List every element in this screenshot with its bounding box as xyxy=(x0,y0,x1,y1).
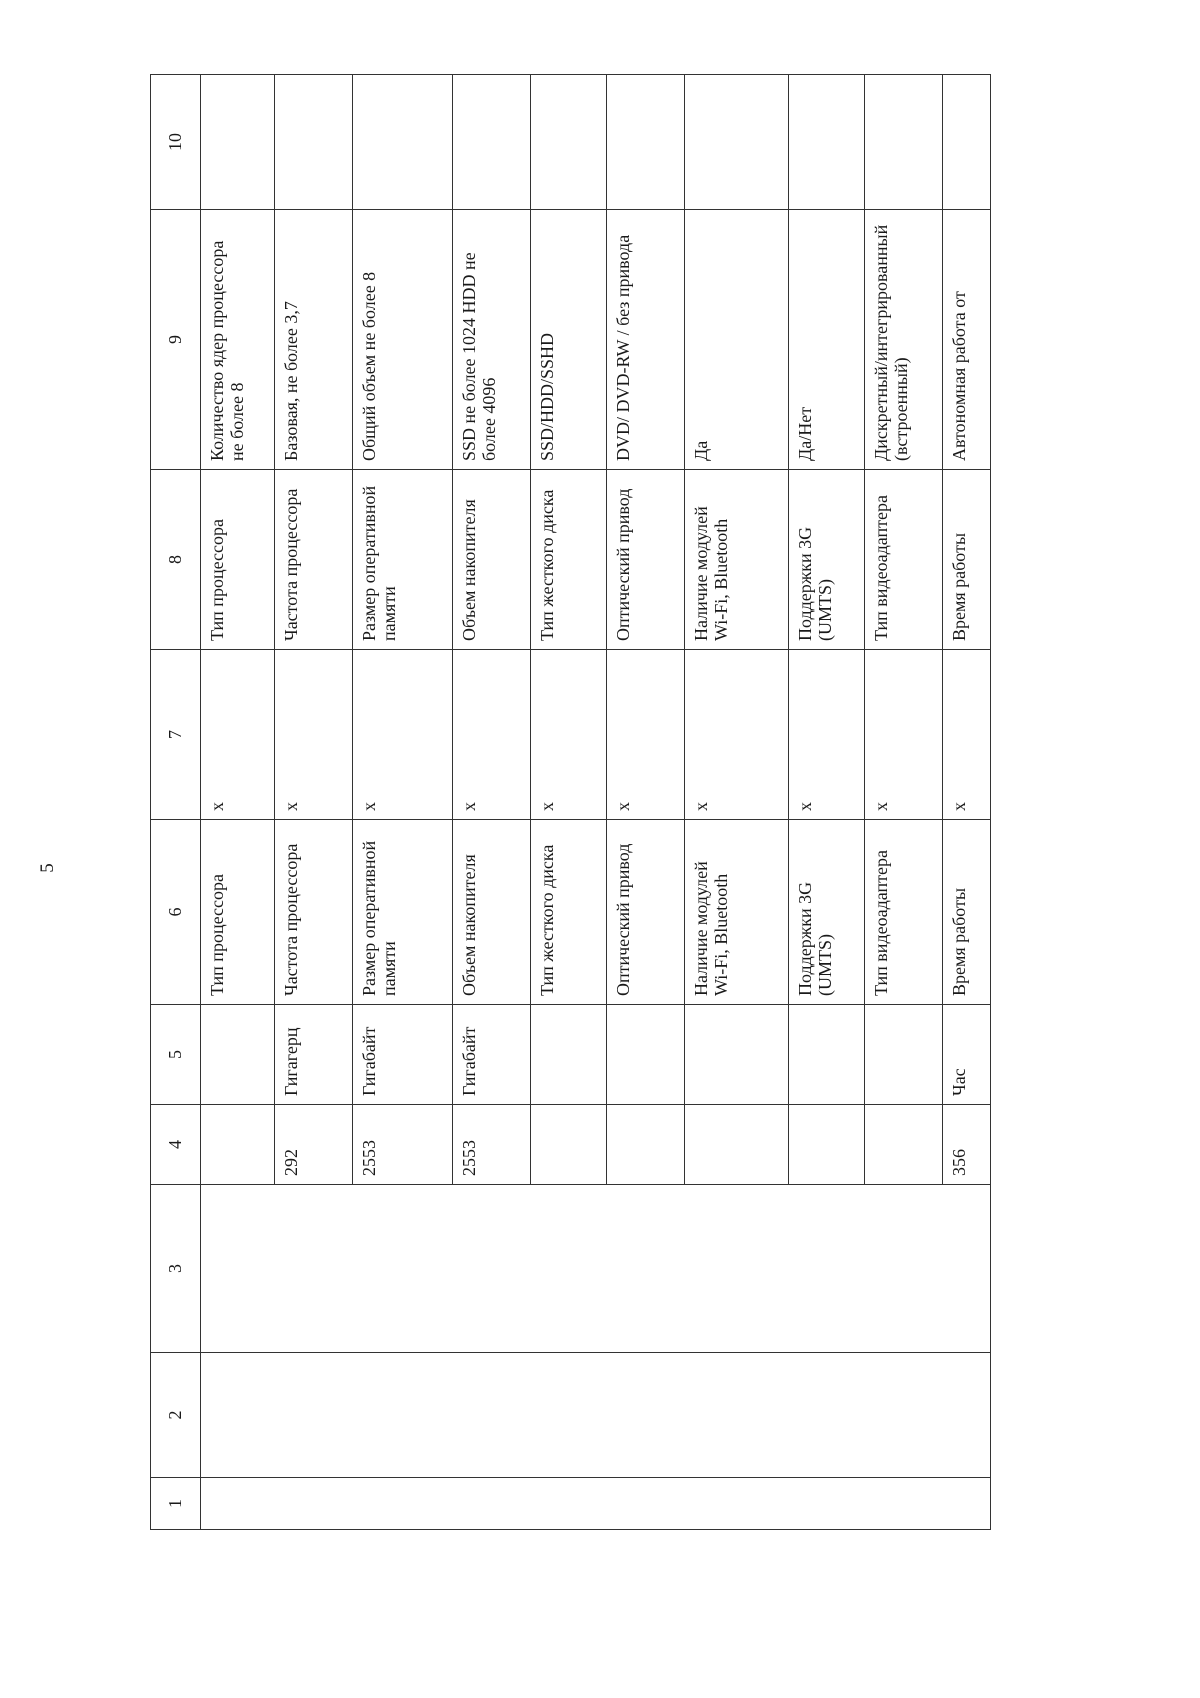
cell-mark: x xyxy=(685,650,789,820)
specification-table xyxy=(150,74,991,1530)
cell-col2-merged xyxy=(201,1353,991,1478)
cell-mark: x xyxy=(275,650,353,820)
cell-value: Базовая, не более 3,7 xyxy=(275,210,353,470)
cell-code xyxy=(201,1105,275,1185)
column-number: 7 xyxy=(151,650,201,820)
cell-characteristic-2: Тип процессора xyxy=(201,470,275,650)
cell-characteristic: Тип процессора xyxy=(201,820,275,1005)
column-number: 10 xyxy=(151,75,201,210)
cell-col1-merged xyxy=(201,1478,991,1530)
cell-characteristic: Оптический привод xyxy=(607,820,685,1005)
cell-note xyxy=(531,75,607,210)
cell-characteristic-2: Время работы xyxy=(943,470,991,650)
cell-code xyxy=(607,1105,685,1185)
cell-note xyxy=(943,75,991,210)
cell-note xyxy=(453,75,531,210)
cell-value: Количество ядер процессора не более 8 xyxy=(201,210,275,470)
cell-characteristic-2: Поддержки 3G (UMTS) xyxy=(789,470,865,650)
cell-mark: x xyxy=(353,650,453,820)
column-number: 4 xyxy=(151,1105,201,1185)
cell-value: Да/Нет xyxy=(789,210,865,470)
cell-characteristic: Размер оперативной памяти xyxy=(353,820,453,1005)
column-number: 1 xyxy=(151,1478,201,1530)
cell-unit xyxy=(531,1005,607,1105)
cell-value: SSD не более 1024 HDD не более 4096 xyxy=(453,210,531,470)
column-number: 9 xyxy=(151,210,201,470)
cell-note xyxy=(353,75,453,210)
cell-characteristic: Наличие модулей Wi-Fi, Bluetooth xyxy=(685,820,789,1005)
cell-characteristic: Время работы xyxy=(943,820,991,1005)
cell-code: 356 xyxy=(943,1105,991,1185)
cell-unit xyxy=(201,1005,275,1105)
cell-note xyxy=(865,75,943,210)
cell-unit: Гигабайт xyxy=(453,1005,531,1105)
cell-unit xyxy=(865,1005,943,1105)
cell-note xyxy=(201,75,275,210)
cell-code: 2553 xyxy=(453,1105,531,1185)
column-number-row xyxy=(151,75,201,1530)
cell-col3-merged xyxy=(201,1185,991,1353)
cell-characteristic: Поддержки 3G (UMTS) xyxy=(789,820,865,1005)
cell-characteristic: Объем накопителя xyxy=(453,820,531,1005)
cell-value: Дискретный/интегрированный (встроенный) xyxy=(865,210,943,470)
column-number: 2 xyxy=(151,1353,201,1478)
cell-characteristic-2: Тип видеоадаптера xyxy=(865,470,943,650)
cell-mark: x xyxy=(453,650,531,820)
cell-characteristic: Тип видеоадаптера xyxy=(865,820,943,1005)
cell-mark: x xyxy=(201,650,275,820)
cell-characteristic-2: Тип жесткого диска xyxy=(531,470,607,650)
cell-note xyxy=(685,75,789,210)
cell-characteristic: Тип жесткого диска xyxy=(531,820,607,1005)
cell-note xyxy=(789,75,865,210)
cell-unit xyxy=(685,1005,789,1105)
cell-characteristic-2: Размер оперативной памяти xyxy=(353,470,453,650)
cell-note xyxy=(275,75,353,210)
table-row xyxy=(201,75,275,1530)
cell-unit: Час xyxy=(943,1005,991,1105)
cell-code xyxy=(789,1105,865,1185)
column-number: 8 xyxy=(151,470,201,650)
cell-mark: x xyxy=(943,650,991,820)
cell-unit: Гигагерц xyxy=(275,1005,353,1105)
cell-characteristic-2: Частота процессора xyxy=(275,470,353,650)
rotated-table-container xyxy=(150,75,970,1530)
cell-mark: x xyxy=(789,650,865,820)
cell-characteristic-2: Объем накопителя xyxy=(453,470,531,650)
cell-unit: Гигабайт xyxy=(353,1005,453,1105)
cell-value: SSD/HDD/SSHD xyxy=(531,210,607,470)
cell-code: 292 xyxy=(275,1105,353,1185)
cell-value: Да xyxy=(685,210,789,470)
cell-mark: x xyxy=(531,650,607,820)
cell-mark: x xyxy=(607,650,685,820)
cell-characteristic-2: Оптический привод xyxy=(607,470,685,650)
column-number: 6 xyxy=(151,820,201,1005)
column-number: 5 xyxy=(151,1005,201,1105)
cell-unit xyxy=(607,1005,685,1105)
cell-value: DVD/ DVD-RW / без привода xyxy=(607,210,685,470)
cell-code xyxy=(865,1105,943,1185)
cell-value: Автономная работа от xyxy=(943,210,991,470)
cell-characteristic-2: Наличие модулей Wi-Fi, Bluetooth xyxy=(685,470,789,650)
cell-value: Общий объем не более 8 xyxy=(353,210,453,470)
column-number: 3 xyxy=(151,1185,201,1353)
cell-characteristic: Частота процессора xyxy=(275,820,353,1005)
cell-code xyxy=(685,1105,789,1185)
cell-note xyxy=(607,75,685,210)
cell-mark: x xyxy=(865,650,943,820)
cell-unit xyxy=(789,1005,865,1105)
page-number: 5 xyxy=(37,863,58,873)
cell-code xyxy=(531,1105,607,1185)
cell-code: 2553 xyxy=(353,1105,453,1185)
